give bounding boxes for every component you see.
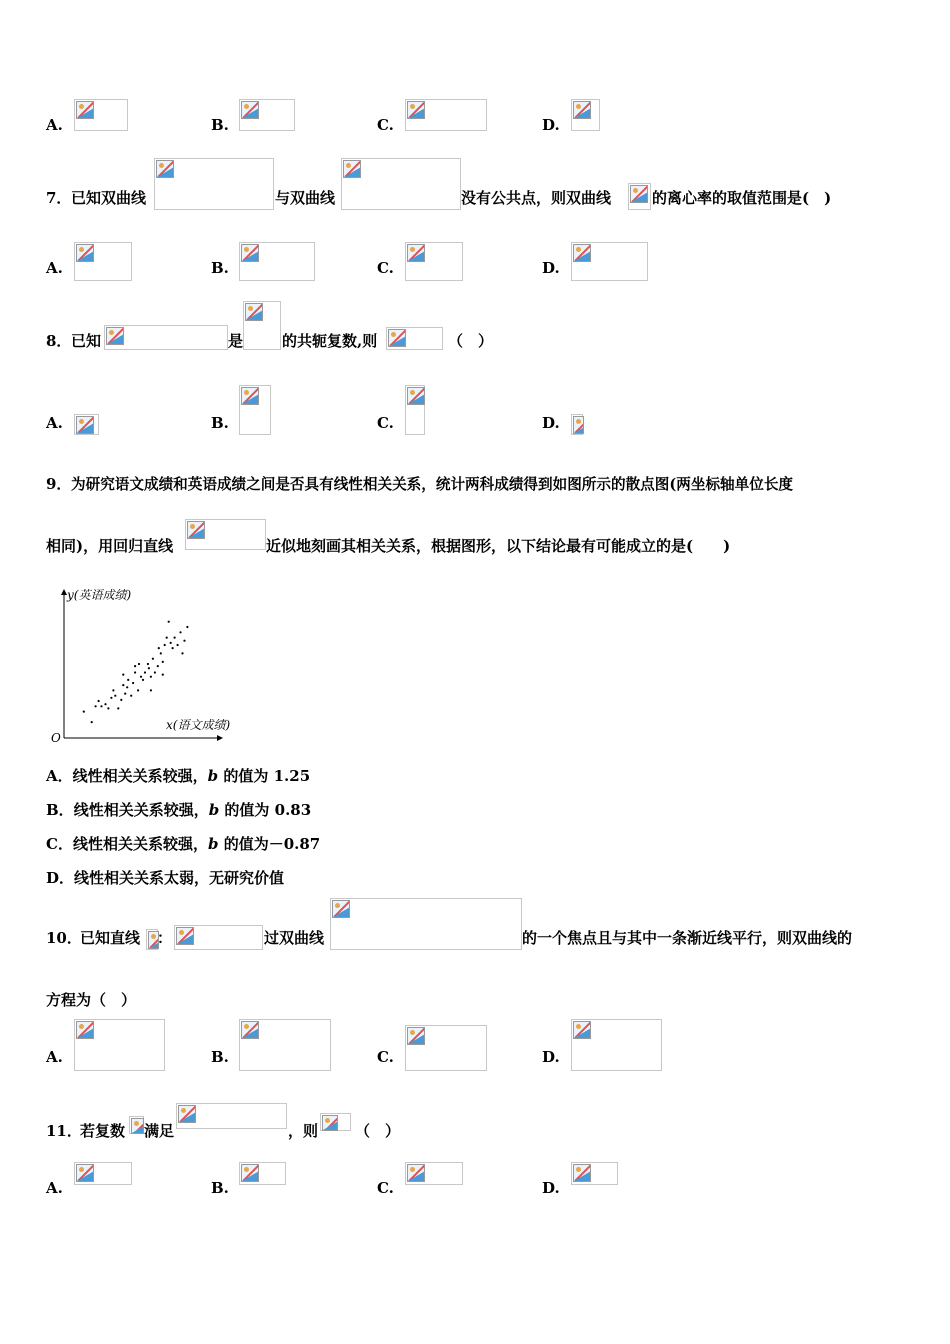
broken-image-icon (573, 1164, 591, 1182)
scatter-point (98, 700, 100, 702)
q11-expression-image (320, 1113, 351, 1131)
q11-condition-image (176, 1103, 287, 1129)
x-axis-label: x(语文成绩) (166, 718, 231, 732)
y-axis-label: y(英语成绩) (67, 588, 132, 602)
broken-image-icon (106, 327, 124, 345)
q11-option-d-formula-image (571, 1162, 618, 1185)
q8-complex-image (104, 325, 228, 350)
scatter-point (122, 684, 124, 686)
q9-option-c (46, 833, 320, 854)
broken-image-icon (343, 160, 361, 178)
q7-hyperbola-2-image (341, 158, 461, 210)
q8-option-c-label: C. (377, 414, 394, 432)
q7-option-c-label: C. (377, 259, 394, 277)
scatter-point (138, 663, 140, 665)
q9-option-a (46, 765, 310, 786)
q7-option-a-label: A. (46, 259, 63, 277)
q8-option-b-label: B. (211, 414, 229, 432)
q7-text-4: 的离心率的取值范围是( ) (652, 189, 832, 207)
q8-text-2: 是 (228, 332, 244, 350)
scatter-point (166, 637, 168, 639)
scatter-point (132, 682, 134, 684)
broken-image-icon (407, 1164, 425, 1182)
broken-image-icon (573, 416, 584, 434)
broken-image-icon (407, 244, 425, 262)
q8-option-d-label: D. (542, 414, 560, 432)
q10-option-a-label: A. (46, 1048, 63, 1066)
broken-image-icon (178, 1105, 196, 1123)
scatter-point (122, 674, 124, 676)
scatter-point (160, 652, 162, 654)
broken-image-icon (241, 244, 259, 262)
broken-image-icon (573, 1021, 591, 1039)
q10-option-b-label: B. (211, 1048, 229, 1066)
scatter-point (110, 697, 112, 699)
q7-symbol-image (628, 183, 651, 210)
q11-option-c-label: C. (377, 1179, 394, 1197)
scatter-point (162, 661, 164, 663)
q7-hyperbola-1-image (154, 158, 274, 210)
q9-option-c-pre: 线性相关关系较强， (72, 835, 208, 853)
scatter-point (134, 665, 136, 667)
q9-option-b-pre: 线性相关关系较强， (73, 801, 209, 819)
broken-image-icon (407, 1027, 425, 1045)
scatter-point (164, 644, 166, 646)
broken-image-icon (245, 303, 263, 321)
q9-regression-line-image (185, 519, 266, 550)
q11-option-a-label: A. (46, 1179, 63, 1197)
broken-image-icon (241, 101, 259, 119)
q6-option-d-label: D. (542, 116, 560, 134)
scatter-point (183, 640, 185, 642)
scatter-point (150, 689, 152, 691)
q11-option-a-formula-image (74, 1162, 132, 1185)
scatter-point (170, 642, 172, 644)
scatter-point (112, 689, 114, 691)
q8-option-a-label: A. (46, 414, 63, 432)
scatter-point (91, 721, 93, 723)
q6-option-a-formula-image (74, 99, 128, 131)
broken-image-icon (156, 160, 174, 178)
q6-option-a-label: A. (46, 116, 63, 134)
scatter-point (137, 689, 139, 691)
scatter-point (126, 686, 128, 688)
q9-line-1: 为研究语文成绩和英语成绩之间是否具有线性相关关系，统计两科成绩得到如图所示的散点图(两坐标轴单位长度 (71, 476, 794, 493)
q9-option-c-label: C． (46, 835, 73, 853)
q10-hyperbola-image (330, 898, 522, 950)
q9-option-a-post: 的值为 1.25 (218, 767, 311, 785)
scatter-point (134, 671, 136, 673)
scatter-point (117, 707, 119, 709)
q10-text-3: 过双曲线 (264, 929, 325, 947)
scatter-point (150, 676, 152, 678)
q10-number: 10． (46, 929, 82, 947)
scatter-point (174, 637, 176, 639)
q8-number: 8． (46, 332, 72, 350)
broken-image-icon (176, 927, 194, 945)
q7-text-3: 没有公共点，则双曲线 (461, 189, 612, 207)
broken-image-icon (241, 387, 259, 405)
scatter-point (120, 699, 122, 701)
broken-image-icon (322, 1115, 338, 1131)
broken-image-icon (76, 1021, 94, 1039)
scatter-point (142, 679, 144, 681)
scatter-point (124, 693, 126, 695)
scatter-point (107, 707, 109, 709)
scatter-point (172, 647, 174, 649)
q7-text-2: 与双曲线 (275, 189, 336, 207)
q9-option-b (46, 799, 311, 820)
broken-image-icon (241, 1164, 259, 1182)
q6-option-b-label: B. (211, 116, 229, 134)
q6-option-d-formula-image (571, 99, 600, 131)
scatter-point (181, 652, 183, 654)
q11-text-2: 满足 (144, 1122, 175, 1140)
q9-option-c-post: 的值为－0.87 (218, 835, 321, 853)
q9-line-2a: 相同)，用回归直线 (46, 537, 174, 555)
q9-option-b-post: 的值为 0.83 (219, 801, 312, 819)
q7-option-b-label: B. (211, 259, 229, 277)
q11-number: 11． (46, 1122, 82, 1140)
scatter-point (95, 705, 97, 707)
q7-option-b-formula-image (239, 242, 315, 281)
q10-text-2: ： (157, 929, 173, 947)
q7-option-c-formula-image (405, 242, 463, 281)
scatter-point (144, 671, 146, 673)
scatter-point (114, 695, 116, 697)
q10-text-4: 的一个焦点且与其中一条渐近线平行，则双曲线的 (522, 929, 853, 947)
broken-image-icon (76, 1164, 94, 1182)
q8-option-c-formula-image (405, 385, 425, 435)
q10-line-equation-image (174, 925, 263, 950)
q9-option-a-label: A． (46, 767, 73, 785)
q8-conjugate-image (243, 301, 281, 350)
scatter-point (140, 676, 142, 678)
scatter-point (177, 644, 179, 646)
q9-option-b-var: b (208, 801, 220, 819)
q9-option-a-pre: 线性相关关系较强， (72, 767, 208, 785)
q7-option-d-formula-image (571, 242, 648, 281)
q6-option-b-formula-image (239, 99, 295, 131)
q7-option-a-formula-image (74, 242, 132, 281)
q11-option-d-label: D. (542, 1179, 560, 1197)
broken-image-icon (76, 101, 94, 119)
q11-z-image (129, 1116, 144, 1134)
q9-option-b-label: B． (46, 801, 74, 819)
q8-expression-image (386, 327, 443, 350)
broken-image-icon (573, 101, 591, 119)
broken-image-icon (76, 416, 94, 434)
q9-number: 9． (46, 475, 72, 493)
broken-image-icon (407, 387, 425, 405)
q7-text-1: 已知双曲线 (71, 189, 147, 207)
broken-image-icon (630, 185, 648, 203)
scatter-points (83, 621, 189, 724)
q6-option-c-label: C. (377, 116, 394, 134)
broken-image-icon (388, 329, 406, 347)
broken-image-icon (407, 101, 425, 119)
q10-option-b-formula-image (239, 1019, 331, 1071)
scatter-point (104, 703, 106, 705)
q10-option-d-formula-image (571, 1019, 662, 1071)
scatter-point (179, 631, 181, 633)
q9-scatter-chart (46, 584, 236, 746)
q8-option-b-formula-image (239, 385, 271, 435)
q10-text-1: 已知直线 (80, 929, 141, 947)
scatter-point (130, 695, 132, 697)
q8-text-4: （ ） (448, 332, 494, 350)
scatter-point (158, 647, 160, 649)
scatter-point (157, 665, 159, 667)
q8-text-3: 的共轭复数,则 (282, 332, 378, 350)
q10-option-c-formula-image (405, 1025, 487, 1071)
q10-option-c-label: C. (377, 1048, 394, 1066)
q8-option-d-formula-image (571, 414, 583, 435)
broken-image-icon (187, 521, 205, 539)
q11-text-1: 若复数 (80, 1122, 126, 1140)
q11-option-b-formula-image (239, 1162, 286, 1185)
q10-option-d-label: D. (542, 1048, 560, 1066)
scatter-point (100, 705, 102, 707)
scatter-point (168, 621, 170, 623)
q9-line-2b: 近似地刻画其相关关系，根据图形，以下结论最有可能成立的是( ) (266, 537, 731, 555)
q11-text-3: ，则 (288, 1122, 319, 1140)
broken-image-icon (76, 244, 94, 262)
origin-label: O (51, 731, 61, 745)
scatter-point (127, 679, 129, 681)
scatter-point (83, 711, 85, 713)
scatter-point (154, 671, 156, 673)
q9-option-d (46, 867, 284, 888)
q7-number: 7． (46, 189, 72, 207)
broken-image-icon (241, 1021, 259, 1039)
scatter-point (162, 674, 164, 676)
q8-option-a-formula-image (74, 414, 99, 435)
scatter-point (152, 658, 154, 660)
q11-text-4: （ ） (355, 1122, 401, 1140)
q6-option-c-formula-image (405, 99, 487, 131)
q9-option-d-label: D． (46, 869, 75, 887)
q10-line-2: 方程为（ ） (46, 991, 137, 1009)
broken-image-icon (131, 1118, 144, 1134)
q9-option-c-var: b (207, 835, 219, 853)
broken-image-icon (573, 244, 591, 262)
q7-option-d-label: D. (542, 259, 560, 277)
q11-option-c-formula-image (405, 1162, 463, 1185)
q9-option-d-pre: 线性相关关系太弱，无研究价值 (74, 869, 285, 887)
q8-text-1: 已知 (71, 332, 102, 350)
q11-option-b-label: B. (211, 1179, 229, 1197)
scatter-point (186, 626, 188, 628)
scatter-point (147, 663, 149, 665)
q9-option-a-var: b (207, 767, 219, 785)
broken-image-icon (332, 900, 350, 918)
q10-option-a-formula-image (74, 1019, 165, 1071)
scatter-point (148, 667, 150, 669)
